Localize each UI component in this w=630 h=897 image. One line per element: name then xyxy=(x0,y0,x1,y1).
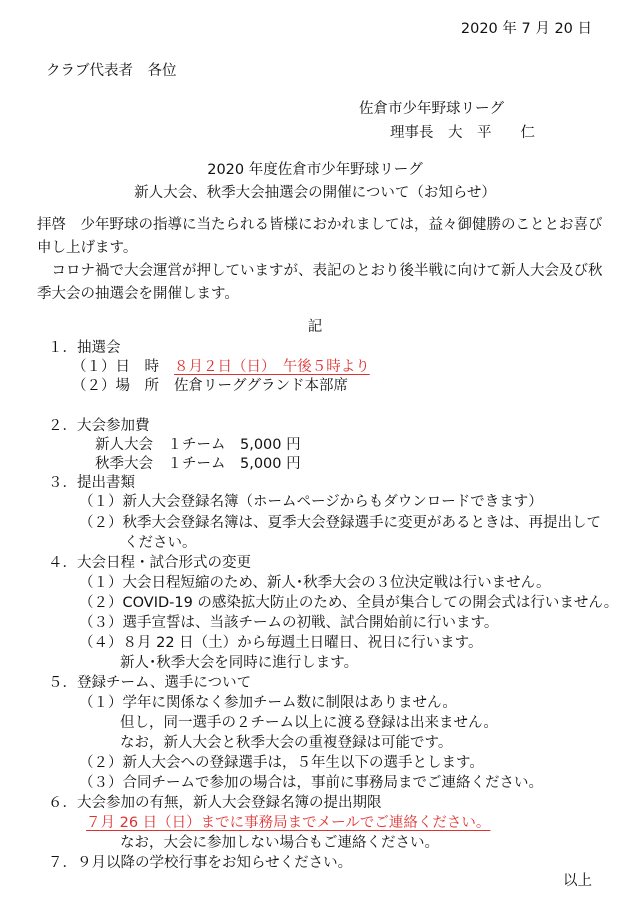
docs-item-1: （１）新人大会登録名簿（ホームページからもダウンロードできます） xyxy=(79,494,543,510)
section1-heading: １．抽選会 xyxy=(48,340,121,356)
lottery-place-label: （２）場 所 xyxy=(72,378,159,394)
title-line2: 新人大会、秋季大会抽選会の開催について（お知らせ） xyxy=(134,185,496,201)
title-line1: 2020 年度佐倉市少年野球リーグ xyxy=(207,162,423,178)
schedule-item-4-cont: 新人･秋季大会を同時に進行します。 xyxy=(120,655,359,671)
schedule-item-4: （４）８月 22 日（土）から毎週土日曜日、祝日に行います。 xyxy=(79,635,483,651)
registration-item-2: （２）新人大会への登録選手は，５年生以下の選手とします。 xyxy=(79,755,484,771)
lottery-date-value: ８月２日（日） 午後５時より xyxy=(174,359,370,375)
lottery-place-value: 佐倉リーググランド本部席 xyxy=(174,378,348,394)
schedule-item-1: （１）大会日程短縮のため、新人･秋季大会の３位決定戦は行いません。 xyxy=(79,575,551,591)
sender-org: 佐倉市少年野球リーグ xyxy=(359,101,504,117)
lottery-date-label: （１）日 時 xyxy=(72,359,159,375)
section5-heading: ５．登録チーム、選手について xyxy=(48,675,252,691)
section6-heading: ６．大会参加の有無，新人大会登録名簿の提出期限 xyxy=(48,795,382,811)
section2-heading: ２．大会参加費 xyxy=(48,418,150,434)
docs-item-2: （２）秋季大会登録名簿は、夏季大会登録選手に変更があるときは、再提出して xyxy=(79,515,601,531)
registration-item-1-cont2: なお，新人大会と秋季大会の重複登録は可能です。 xyxy=(120,735,453,751)
registration-item-3: （３）合同チームで参加の場合は，事前に事務局までご連絡ください。 xyxy=(79,775,543,791)
fee-rookie: 新人大会 １チーム 5,000 円 xyxy=(95,437,301,453)
sender-name: 理事長 大 平 仁 xyxy=(390,125,535,141)
fee-autumn: 秋季大会 １チーム 5,000 円 xyxy=(95,456,301,472)
section7-heading: ７．９月以降の学校行事をお知らせください。 xyxy=(48,855,353,871)
registration-item-1: （１）学年に関係なく参加チーム数に制限はありません。 xyxy=(79,695,457,711)
intro-line4: 季大会の抽選会を開催します。 xyxy=(37,286,239,302)
deadline-notice: ７月 26 日（日）までに事務局までメールでご連絡ください。 xyxy=(86,815,491,831)
schedule-item-3: （３）選手宣誓は、当該チームの初戦、試合開始前に行います。 xyxy=(79,615,499,631)
section4-heading: ４．大会日程・試合形式の変更 xyxy=(48,555,251,571)
intro-line3: コロナ禍で大会運営が押していますが、表記のとおり後半戦に向けて新人大会及び秋 xyxy=(37,263,603,279)
closing: 以上 xyxy=(563,873,592,889)
recipient: クラブ代表者 各位 xyxy=(46,63,177,79)
deadline-note: なお，大会に参加しない場合もご連絡ください。 xyxy=(120,835,439,851)
intro-line2: 申し上げます。 xyxy=(37,240,138,256)
docs-item-2-cont: ください。 xyxy=(124,535,197,551)
section3-heading: ３．提出書類 xyxy=(48,475,135,491)
schedule-item-2: （２）COVID-19 の感染拡大防止のため、全員が集合しての開会式は行いません。 xyxy=(79,595,619,611)
registration-item-1-cont1: 但し，同一選手の２チーム以上に渡る登録は出来ません。 xyxy=(120,715,498,731)
intro-line1: 拝啓 少年野球の指導に当たられる皆様におかれましては，益々御健勝のこととお喜び xyxy=(37,217,603,233)
ki-heading: 記 xyxy=(307,319,323,335)
document-date: 2020 年 7 月 20 日 xyxy=(460,21,592,37)
